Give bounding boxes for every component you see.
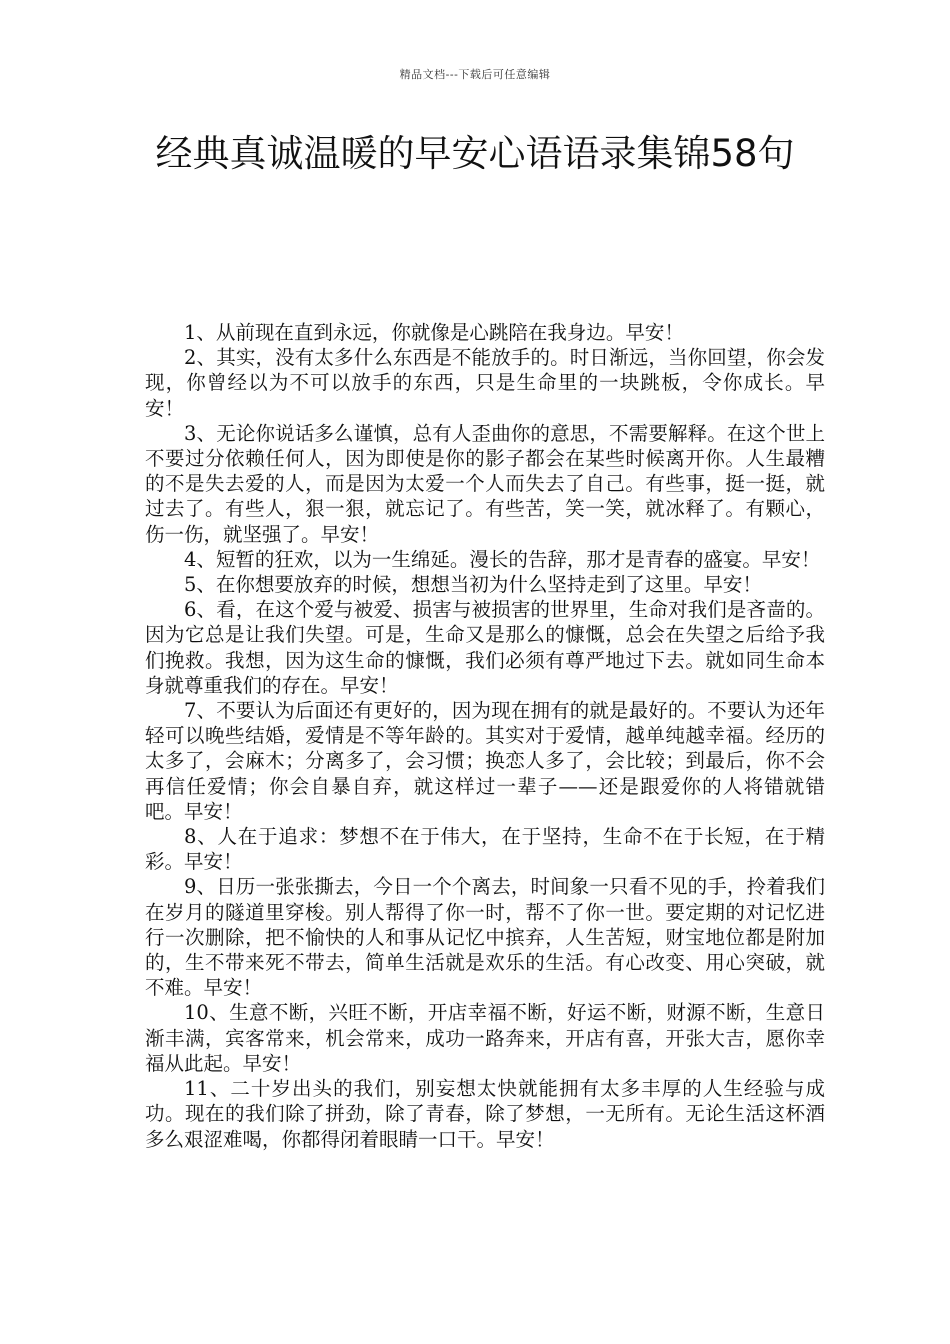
paragraph-2: 2、其实，没有太多什么东西是不能放手的。时日渐远，当你回望，你会发现，你曾经以为不可以放手的东西，只是生命里的一块跳板，令你成长。早安！ xyxy=(145,346,825,420)
paragraph-3: 3、无论你说话多么谨慎，总有人歪曲你的意思，不需要解释。在这个世上不要过分依赖任何人，因为即使是你的影子都会在某些时候离开你。人生最糟的不是失去爱的人，而是因为太爱一个人而失去了自己。有些事，挺一挺，就过去了。有些人，狠一狠，就忘记了。有些苦，笑一笑，就冰释了。有颗心，伤一伤，就坚强了。早安！ xyxy=(145,421,825,546)
paragraph-8: 8、人在于追求：梦想不在于伟大，在于坚持，生命不在于长短，在于精彩。早安！ xyxy=(145,825,825,874)
document-title: 经典真诚温暖的早安心语语录集锦58句 xyxy=(155,132,795,175)
paragraph-4: 4、短暂的狂欢，以为一生绵延。漫长的告辞，那才是青春的盛宴。早安！ xyxy=(184,547,821,571)
page-header-note: 精品文档---下载后可任意编辑 xyxy=(399,68,551,81)
paragraph-7: 7、不要认为后面还有更好的，因为现在拥有的就是最好的。不要认为还年轻可以晚些结婚，爱情是不等年龄的。其实对于爱情，越单纯越幸福。经历的太多了，会麻木；分离多了，会习惯；换恋人多了，会比较；到最后，你不会再信任爱情；你会自暴自弃，就这样过一辈子——还是跟爱你的人将错就错吧。早安！ xyxy=(145,699,825,823)
document-body xyxy=(145,320,825,1152)
paragraph-1: 1、从前现在直到永远，你就像是心跳陪在我身边。早安！ xyxy=(184,321,684,344)
paragraph-9: 9、日历一张张撕去，今日一个个离去，时间象一只看不见的手，拎着我们在岁月的隧道里穿梭。别人帮得了你一时，帮不了你一世。要定期的对记忆进行一次删除，把不愉快的人和事从记忆中摈弃，人生苦短，财宝地位都是附加的，生不带来死不带去，简单生活就是欢乐的生活。有心改变、用心突破，就不难。早安！ xyxy=(145,875,825,1000)
paragraph-10: 10、生意不断，兴旺不断，开店幸福不断，好运不断，财源不断，生意日渐丰满，宾客常来，机会常来，成功一路奔来，开店有喜，开张大吉，愿你幸福从此起。早安！ xyxy=(145,1001,825,1075)
paragraph-11: 11、二十岁出头的我们，别妄想太快就能拥有太多丰厚的人生经验与成功。现在的我们除了拼劲，除了青春，除了梦想，一无所有。无论生活这杯酒多么艰涩难喝，你都得闭着眼睛一口干。早安！ xyxy=(145,1077,825,1151)
paragraph-6: 6、看，在这个爱与被爱、损害与被损害的世界里，生命对我们是吝啬的。因为它总是让我们失望。可是，生命又是那么的慷慨，总会在失望之后给予我们挽救。我想，因为这生命的慷慨，我们必须有尊严地过下去。就如同生命本身就尊重我们的存在。早安！ xyxy=(145,598,825,697)
paragraph-5: 5、在你想要放弃的时候，想想当初为什么坚持走到了这里。早安！ xyxy=(184,573,762,597)
